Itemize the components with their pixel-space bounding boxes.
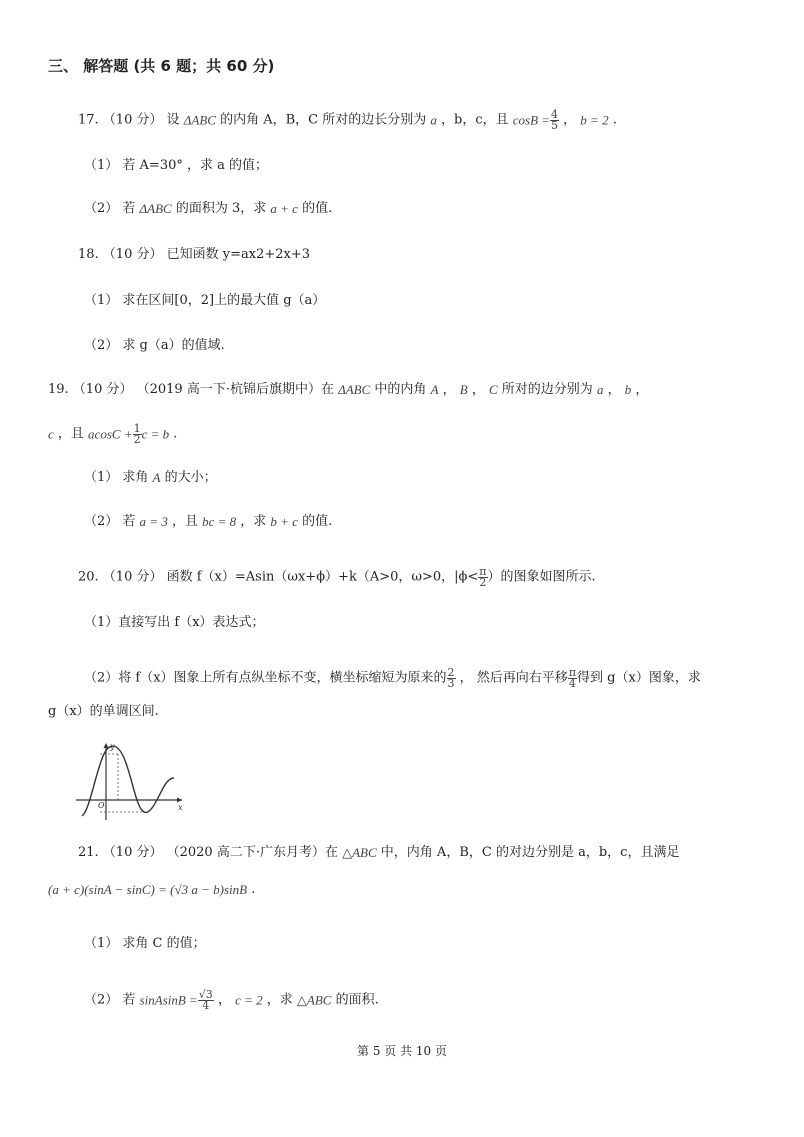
q17-stem: 17. （10 分） 设 ΔABC 的内角 A，B，C 所对的边长分别为 a ，b，c，且 cosB = $\frac{4}{5}$ ， b = 2 . <box>78 108 617 132</box>
q18-part2: （2） 求 g（a）的值域. <box>84 338 225 353</box>
q18-stem: 18. （10 分） 已知函数 y=ax2+2x+3 <box>78 247 310 262</box>
q19-stem: 19. （10 分） （2019 高一下·杭锦后旗期中）在 ΔABC 中的内角 A ， B ， C 所对的边分别为 a ， b ， <box>48 382 649 398</box>
q17-part1: （1） 若 A=30° ，求 a 的值； <box>84 158 269 173</box>
q21-part2: （2） 若 sinAsinB = $\frac{√3}{4}$ ， c = 2 ，求 △ABC 的面积. <box>84 988 379 1012</box>
q20-part2: （2）将 f（x）图象上所有点纵坐标不变，横坐标缩短为原来的 $\frac{2}{3}$ ， 然后再向右平移 $\frac{\pi}{4}$ 得到 g（x）图象，求 <box>84 666 701 690</box>
q21-stem: 21. （10 分） （2020 高二下·广东月考）在 △ABC 中，内角 A，B，C 的对边分别是 a，b，c，且满足 <box>78 845 680 860</box>
q20-stem: 20. （10 分） 函数 f（x）=Asin（ωx+ϕ）+k（A>0，ω>0，|ϕ< $\frac{\pi}{2}$ ）的图象如图所示. <box>78 565 596 589</box>
sine-curve <box>82 746 174 816</box>
x-axis-arrow <box>177 798 182 803</box>
q18-part1: （1） 求在区间[0，2]上的最大值 g（a） <box>84 293 326 308</box>
q20-part2-line2: g（x）的单调区间. <box>48 704 159 719</box>
section-title: 三、 解答题 (共 6 题；共 60 分) <box>48 57 275 75</box>
q21-equation: (a + c)(sinA − sinC) = (√3 a − b)sinB . <box>48 882 256 897</box>
origin-label: O <box>98 801 105 810</box>
q20-part1: （1）直接写出 f（x）表达式； <box>84 615 265 630</box>
q19-stem-line2: c ，且 acosC + $\frac{1}{2}$ c = b . <box>48 422 178 446</box>
page-footer: 第 5 页 共 10 页 <box>357 1044 447 1058</box>
q17-part2: （2） 若 ΔABC 的面积为 3，求 a + c 的值. <box>84 201 333 216</box>
q19-part2: （2） 若 a = 3 ，且 bc = 8 ，求 b + c 的值. <box>84 514 333 529</box>
q19-part1: （1） 求角 A 的大小； <box>84 470 217 485</box>
x-axis-label: x <box>178 803 183 812</box>
y-axis-label: y <box>110 742 115 751</box>
q21-part1: （1） 求角 C 的值； <box>84 936 206 951</box>
q20-graph <box>74 740 186 822</box>
y-axis-arrow <box>104 743 109 748</box>
